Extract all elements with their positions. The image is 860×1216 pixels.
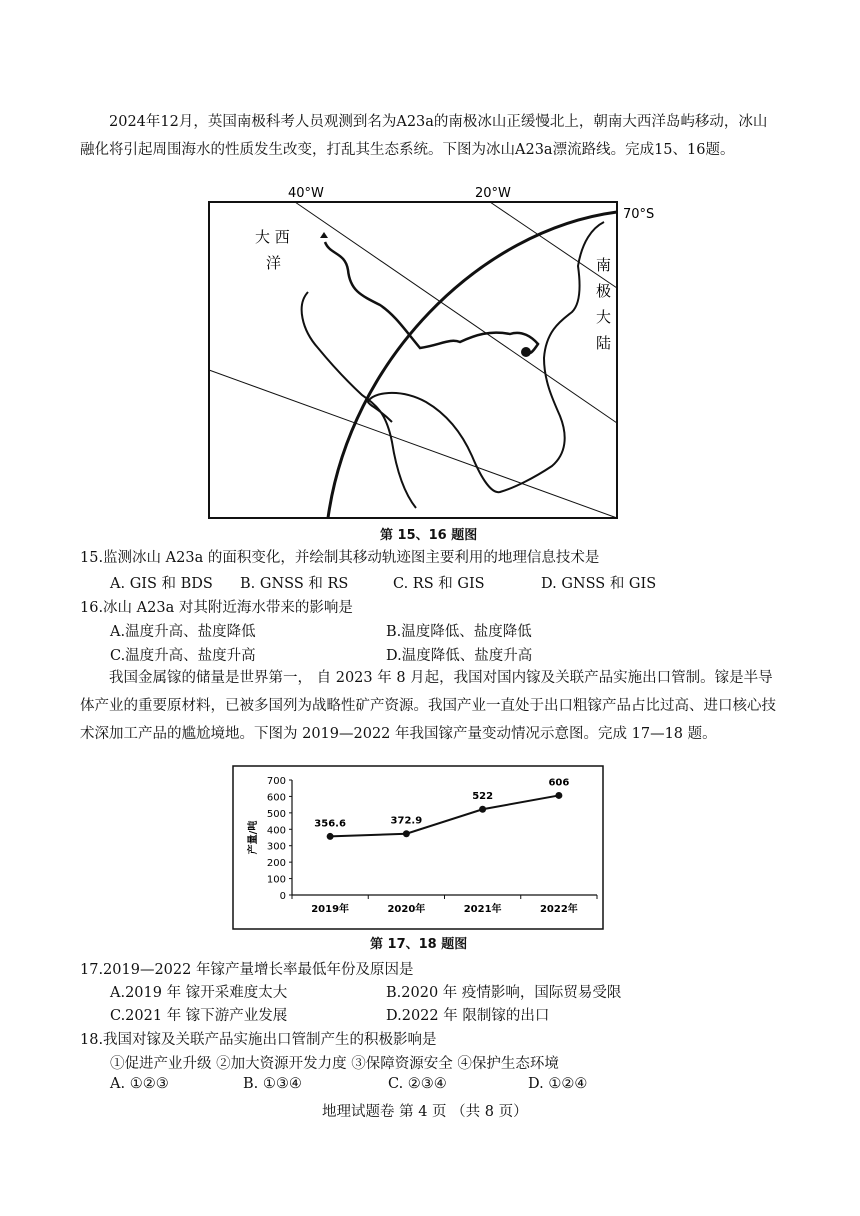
x-tick-label: 2019年 bbox=[311, 904, 350, 915]
q15-option-c: C. RS 和 GIS bbox=[393, 576, 485, 592]
q16-option-c: C.温度升高、盐度升高 bbox=[110, 648, 256, 664]
q18-stem: 18.我国对镓及关联产品实施出口管制产生的积极影响是 bbox=[80, 1032, 437, 1048]
y-axis-label: 产量/吨 bbox=[248, 820, 259, 855]
data-label: 606 bbox=[548, 777, 570, 789]
data-label: 372.9 bbox=[390, 815, 423, 827]
data-point bbox=[327, 833, 334, 840]
map-caption: 第 15、16 题图 bbox=[380, 528, 478, 543]
y-tick-label: 0 bbox=[279, 891, 286, 902]
data-label: 522 bbox=[472, 791, 494, 803]
q16-option-b: B.温度降低、盐度降低 bbox=[386, 624, 532, 640]
q17-option-c: C.2021 年 镓下游产业发展 bbox=[110, 1008, 288, 1024]
continent-label-4: 陆 bbox=[596, 334, 612, 352]
series-line bbox=[330, 795, 559, 836]
q16-option-d: D.温度降低、盐度升高 bbox=[386, 648, 533, 664]
x-tick-label: 2020年 bbox=[387, 904, 426, 915]
map-frame bbox=[209, 202, 617, 518]
continent-label-2: 极 bbox=[596, 282, 612, 300]
data-point bbox=[403, 830, 410, 837]
q16-option-a: A.温度升高、盐度降低 bbox=[110, 624, 256, 640]
meridian-40w bbox=[295, 202, 617, 423]
data-label: 356.6 bbox=[314, 818, 346, 830]
x-tick-label: 2022年 bbox=[539, 904, 578, 915]
q17-option-a: A.2019 年 镓开采难度太大 bbox=[110, 985, 288, 1001]
q15-stem: 15.监测冰山 A23a 的面积变化，并绘制其移动轨迹图主要利用的地理信息技术是 bbox=[80, 550, 600, 566]
iceberg-route-map bbox=[200, 180, 670, 525]
route-arrow-icon bbox=[320, 232, 328, 238]
q15-option-d: D. GNSS 和 GIS bbox=[541, 576, 657, 592]
q15-option-a: A. GIS 和 BDS bbox=[110, 576, 213, 592]
y-tick-label: 500 bbox=[266, 808, 286, 820]
y-tick-label: 100 bbox=[266, 874, 286, 886]
passage-2: 我国金属镓的储量是世界第一， 自 2023 年 8 月起，我国对国内镓及关联产品实施出口管制。镓是半导体产业的重要原材料，已被多国列为战略性矿产资源。我国产业一直处于出口粗镓产品占比过高、进口核心技术深加工产品的尴尬境地。下图为 2019—2022 年我国镓产量变动情况示意图。完成 17—18 题。 bbox=[80, 670, 776, 742]
lon-label-20w: 20°W bbox=[475, 186, 511, 201]
iceberg-start-point bbox=[521, 347, 531, 357]
chart-caption: 第 17、18 题图 bbox=[370, 937, 468, 952]
ocean-label-1: 大 西 bbox=[255, 228, 290, 246]
lat-label-70s: 70°S bbox=[623, 207, 655, 222]
q18-option-d: D. ①②④ bbox=[528, 1076, 588, 1092]
iceberg-drift-route bbox=[325, 242, 538, 353]
q18-items: ①促进产业升级 ②加大资源开发力度 ③保障资源安全 ④保护生态环境 bbox=[110, 1056, 559, 1072]
q18-option-c: C. ②③④ bbox=[388, 1076, 447, 1092]
y-tick-label: 600 bbox=[266, 792, 286, 804]
y-tick-label: 200 bbox=[266, 858, 286, 870]
q18-option-a: A. ①②③ bbox=[110, 1076, 169, 1092]
gallium-output-chart bbox=[232, 765, 604, 930]
y-tick-label: 700 bbox=[266, 776, 286, 787]
lon-label-40w: 40°W bbox=[288, 186, 324, 201]
x-tick-label: 2021年 bbox=[463, 904, 502, 915]
y-tick-label: 400 bbox=[266, 825, 286, 837]
q15-option-b: B. GNSS 和 RS bbox=[240, 576, 349, 592]
q16-stem: 16.冰山 A23a 对其附近海水带来的影响是 bbox=[80, 600, 353, 616]
y-tick-label: 300 bbox=[266, 841, 286, 853]
continent-label-1: 南 bbox=[596, 256, 612, 274]
q18-option-b: B. ①③④ bbox=[243, 1076, 302, 1092]
q17-option-d: D.2022 年 限制镓的出口 bbox=[386, 1008, 550, 1024]
continent-label-3: 大 bbox=[596, 308, 612, 326]
ocean-label-2: 洋 bbox=[266, 254, 282, 272]
data-point bbox=[479, 806, 486, 813]
page-footer: 地理试题卷 第 4 页 （共 8 页） bbox=[322, 1104, 528, 1120]
parallel-70s bbox=[328, 212, 617, 518]
q17-stem: 17.2019—2022 年镓产量增长率最低年份及原因是 bbox=[80, 962, 414, 978]
passage-1: 2024年12月，英国南极科考人员观测到名为A23a的南极冰山正缓慢北上，朝南大西洋岛屿移动，冰山融化将引起周围海水的性质发生改变，打乱其生态系统。下图为冰山A23a漂流路线。完成15、16题。 bbox=[80, 114, 768, 158]
meridian-line-lower bbox=[209, 370, 617, 518]
data-point bbox=[555, 792, 562, 799]
q17-option-b: B.2020 年 疫情影响，国际贸易受限 bbox=[386, 985, 622, 1001]
